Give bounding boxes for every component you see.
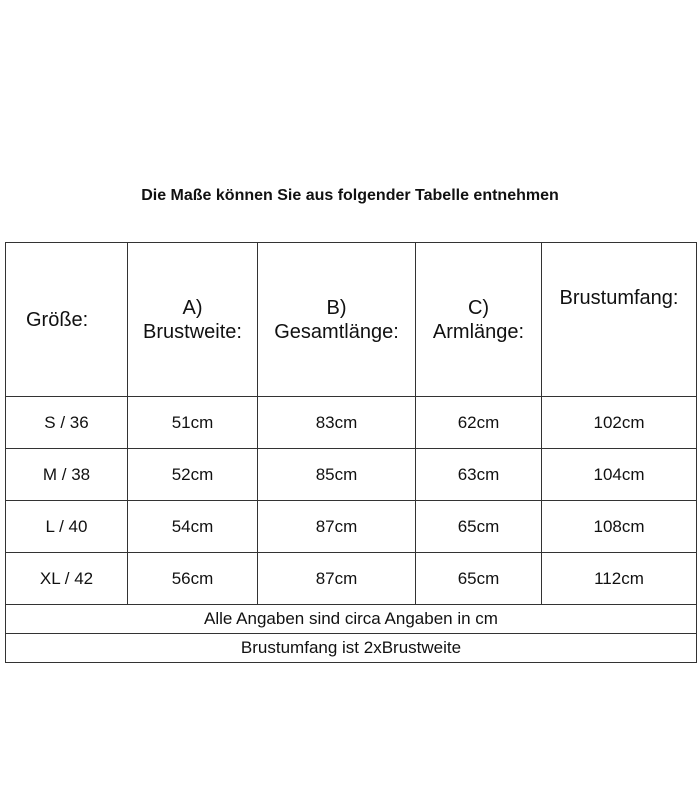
header-sleeve-length-label: Armlänge: xyxy=(432,320,525,343)
cell-total-length: 87cm xyxy=(258,553,416,605)
cell-chest-circumference: 102cm xyxy=(542,397,697,449)
note-approximate: Alle Angaben sind circa Angaben in cm xyxy=(6,605,697,634)
header-total-length-letter: B) xyxy=(326,296,347,319)
header-chest-circumference-label: Brustumfang: xyxy=(559,287,679,309)
header-size xyxy=(6,243,128,397)
cell-chest-width: 51cm xyxy=(128,397,258,449)
page-title: Die Maße können Sie aus folgender Tabelle entnehmen xyxy=(141,187,559,204)
header-total-length xyxy=(258,243,416,397)
cell-sleeve-length: 62cm xyxy=(416,397,542,449)
cell-size: S / 36 xyxy=(6,397,128,449)
cell-chest-width: 52cm xyxy=(128,449,258,501)
cell-sleeve-length: 63cm xyxy=(416,449,542,501)
cell-chest-circumference: 108cm xyxy=(542,501,697,553)
cell-sleeve-length: 65cm xyxy=(416,501,542,553)
table-row xyxy=(6,397,697,449)
cell-sleeve-length: 65cm xyxy=(416,553,542,605)
cell-chest-circumference: 112cm xyxy=(542,553,697,605)
header-chest-width-label: Brustweite: xyxy=(143,320,242,343)
note-row-approximate xyxy=(6,605,697,634)
cell-size: XL / 42 xyxy=(6,553,128,605)
cell-size: L / 40 xyxy=(6,501,128,553)
cell-total-length: 85cm xyxy=(258,449,416,501)
header-chest-circumference xyxy=(542,243,697,397)
size-table xyxy=(5,242,697,663)
header-sleeve-length-letter: C) xyxy=(467,296,490,319)
cell-total-length: 83cm xyxy=(258,397,416,449)
header-sleeve-length xyxy=(416,243,542,397)
cell-total-length: 87cm xyxy=(258,501,416,553)
table-row xyxy=(6,501,697,553)
header-total-length-label: Gesamtlänge: xyxy=(274,320,399,343)
cell-chest-circumference: 104cm xyxy=(542,449,697,501)
table-row xyxy=(6,449,697,501)
table-row xyxy=(6,553,697,605)
note-row-circumference xyxy=(6,634,697,663)
cell-chest-width: 54cm xyxy=(128,501,258,553)
cell-chest-width: 56cm xyxy=(128,553,258,605)
header-chest-width xyxy=(128,243,258,397)
note-circumference: Brustumfang ist 2xBrustweite xyxy=(6,634,697,663)
header-chest-width-letter: A) xyxy=(182,296,203,319)
header-row xyxy=(6,243,697,397)
cell-size: M / 38 xyxy=(6,449,128,501)
header-size-label: Größe: xyxy=(26,308,89,331)
